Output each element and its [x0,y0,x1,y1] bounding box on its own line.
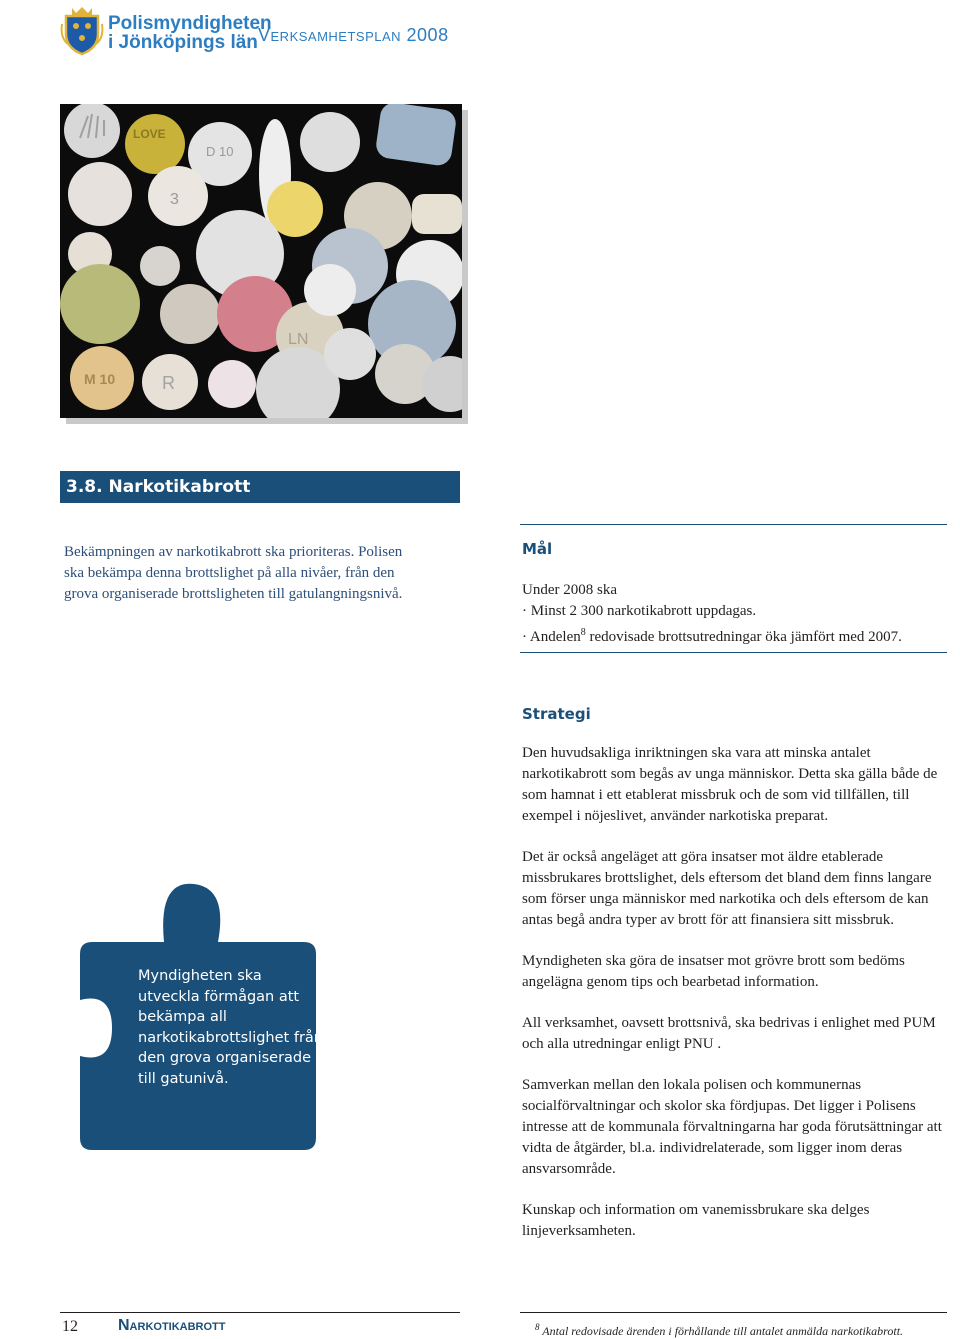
strategi-paragraph: Kunskap och information om vanemissbrukare ska delges linjeverksamheten. [522,1202,870,1239]
pill-label-love: LOVE [133,127,166,141]
mal-goals [522,580,947,648]
section-intro: Bekämpningen av narkotikabrott ska prioriteras. Polisen ska bekämpa denna brottslighet på alla nivåer, från den grova organiserade brottsligheten till gatulangningsnivå. [64,544,403,602]
pill-label-r: R [162,373,175,393]
mal-line-rest: redovisade brottsutredningar öka jämfört med 2007. [585,629,902,645]
mal-line [522,622,947,648]
mal-top-rule [520,524,947,525]
mal-heading: Mål [522,540,553,558]
puzzle-statement: Myndigheten ska utveckla förmågan att bekämpa all narkotikabrottslighet från den grova organiserade till gatunivå. [138,968,323,1087]
strategi-paragraph: Den huvudsakliga inriktningen ska vara att minska antalet narkotikabrott som begås av unga människor. Detta ska gälla både de som hamnat i ett etablerat missbruk och de som vid tillfällen, till exempel i nöjeslivet, använder narkotiska preparat. [522,745,938,824]
footer-rule-left [60,1312,460,1313]
mal-line: Under 2008 ska [522,582,617,598]
pill-label-3: 3 [170,191,179,208]
police-emblem-icon [60,4,104,56]
pill-label-ln: LN [288,331,309,348]
pill-label-m10: M 10 [84,371,116,387]
footer-chapter-title: Narkotikabrott [118,1317,226,1334]
strategi-paragraph: Samverkan mellan den lokala polisen och kommunernas socialförvaltningar och skolor ska fördjupas. Det ligger i Polisens intresse att de kommunala förvaltningarna har goda förutsättningar att vidta de åtgärder, bl.a. individrelaterade, som ligger inom deras ansvarsområde. [522,1077,942,1177]
mal-line: · Minst 2 300 narkotikabrott uppdagas. [522,603,757,619]
pills-photo [60,104,462,418]
strategi-heading: Strategi [522,705,591,723]
org-line-1: Polismyndigheten [108,13,272,34]
strategi-text [522,743,950,1262]
organization-name [108,14,272,52]
footer-rule-right [520,1312,947,1313]
mal-line-start: · Andelen [522,629,581,645]
footnote [535,1322,903,1339]
footnote-reference: 8 [580,627,586,638]
section-heading: 3.8. Narkotikabrott [60,471,460,503]
strategi-paragraph: All verksamhet, oavsett brottsnivå, ska bedrivas i enlighet med PUM och alla utredningar enligt PNU . [522,1015,936,1052]
pill-label-d10: D 10 [206,144,234,159]
page-number: 12 [62,1318,78,1335]
org-line-2: i Jönköpings län [108,32,258,53]
footnote-text: Antal redovisade ärenden i förhållande till antalet anmälda narkotikabrott. [539,1324,904,1338]
footnote-mark: 8 [535,1322,540,1332]
strategi-paragraph: Det är också angeläget att göra insatser mot äldre etablerade missbrukares brottslighet, dels eftersom det bland dem finns langare som förser unga människor med narkotika och dels eftersom de kan antas begå andra typer av brott för att finansiera sitt missbruk. [522,849,932,928]
strategi-paragraph: Myndigheten ska göra de insatser mot grövre brott som bedöms angelägna genom tips och bearbetad information. [522,953,905,990]
pills-illustration [60,104,462,418]
document-title: Verksamhetsplan 2008 [258,25,449,45]
mal-bottom-rule [520,652,947,653]
